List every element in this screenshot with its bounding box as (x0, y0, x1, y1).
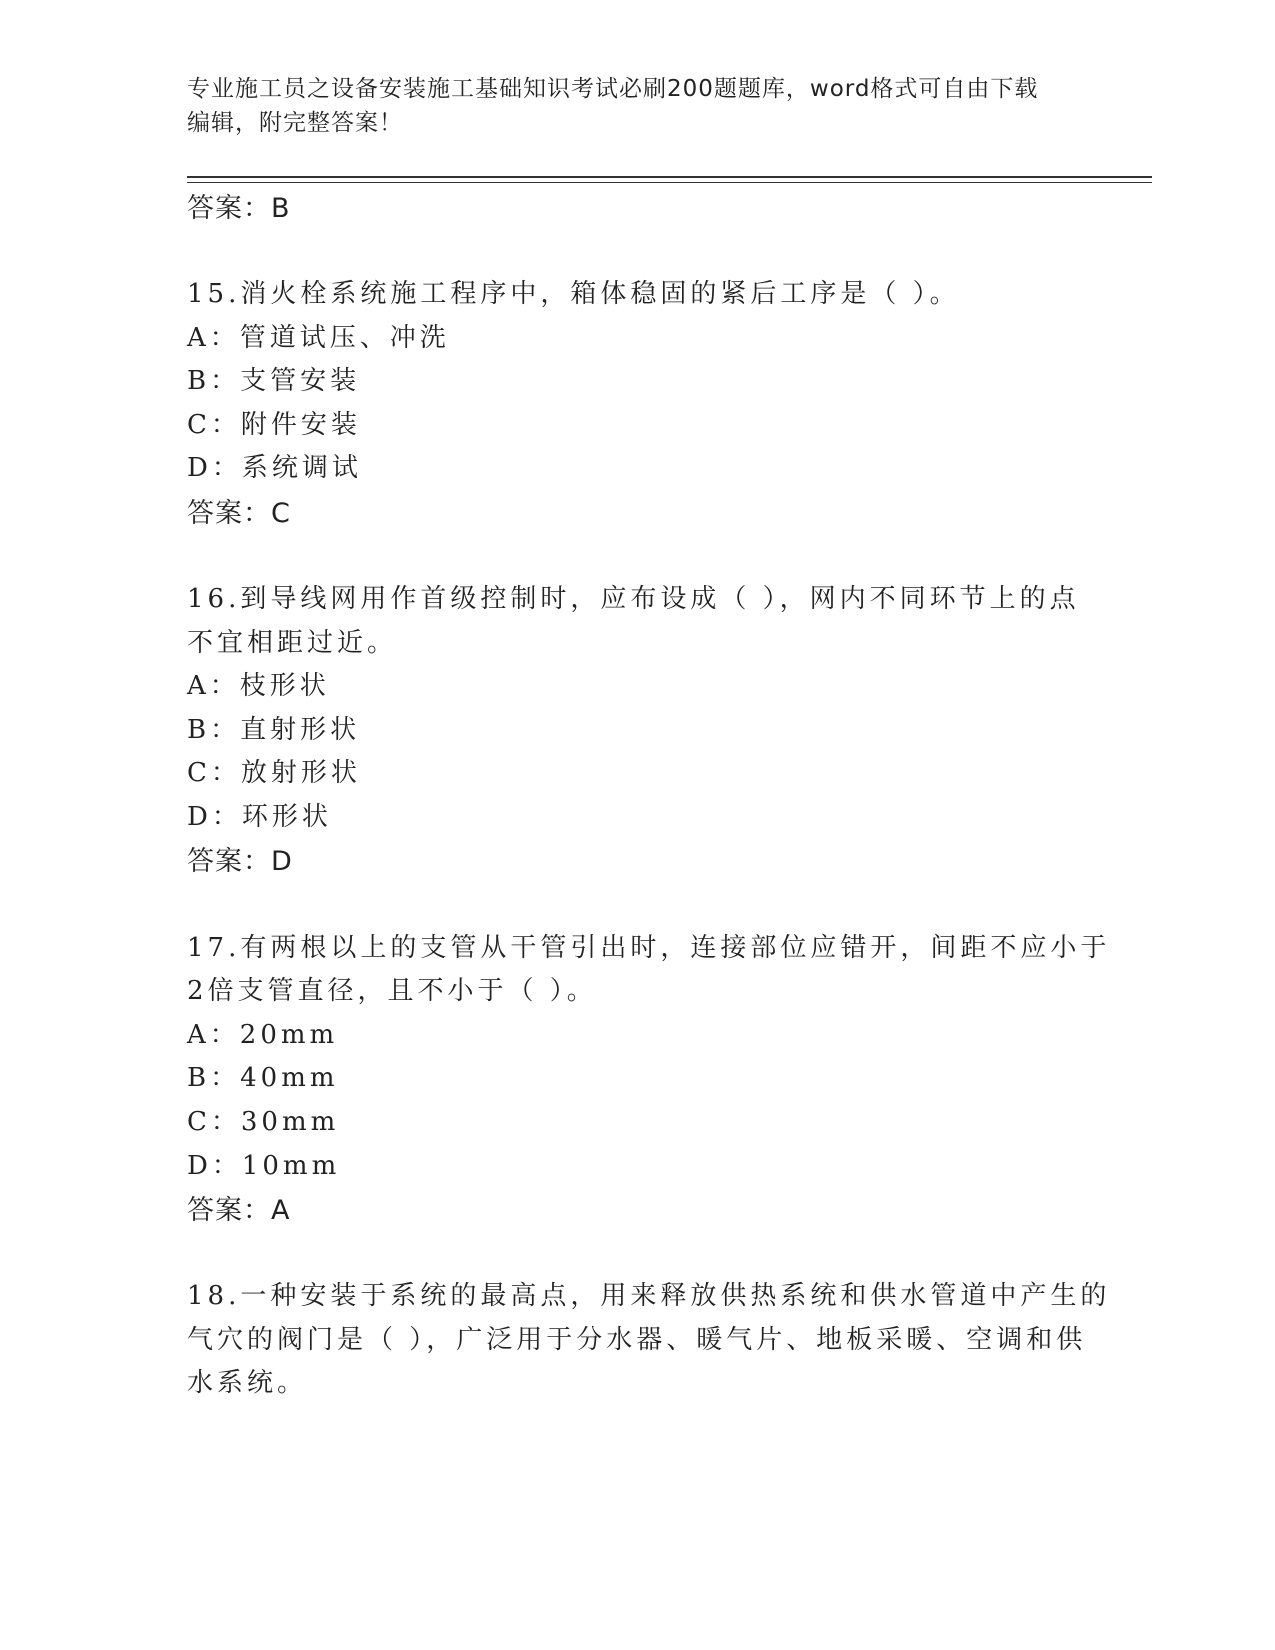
question-16-line-2: 不宜相距过近。 (187, 628, 398, 658)
q16-option-c: C：放射形状 (187, 758, 361, 788)
header-line-2: 编辑，附完整答案！ (187, 110, 403, 136)
question-18-line-1: 18.一种安装于系统的最高点，用来释放供热系统和供水管道中产生的 (187, 1281, 1111, 1311)
document-header (187, 72, 1067, 140)
header-line-1: 专业施工员之设备安装施工基础知识考试必刷200题题库，word格式可自由下载 (187, 76, 1039, 102)
q15-answer: 答案：C (187, 498, 291, 529)
previous-answer: 答案：B (187, 193, 291, 224)
q15-option-d: D：系统调试 (187, 453, 362, 483)
q16-answer: 答案：D (187, 846, 293, 877)
header-rule-thin (187, 182, 1152, 183)
q16-option-a: A：枝形状 (187, 671, 330, 701)
question-18-line-3: 水系统。 (187, 1368, 308, 1398)
q15-option-c: C：附件安装 (187, 410, 361, 440)
q17-option-a: A：20mm (187, 1020, 339, 1050)
header-rule-thick (187, 176, 1152, 178)
question-18-line-2: 气穴的阀门是（ ），广泛用于分水器、暖气片、地板采暖、空调和供 (187, 1325, 1087, 1355)
question-17-line-2: 2倍支管直径，且不小于（ ）。 (187, 976, 597, 1006)
q17-option-d: D：10mm (187, 1151, 341, 1181)
q15-option-a: A：管道试压、冲洗 (187, 323, 450, 353)
question-17-line-1: 17.有两根以上的支管从干管引出时，连接部位应错开，间距不应小于 (187, 933, 1111, 963)
question-16-line-1: 16.到导线网用作首级控制时，应布设成（ ），网内不同环节上的点 (187, 584, 1080, 614)
q15-option-b: B：支管安装 (187, 366, 361, 396)
q17-option-b: B：40mm (187, 1063, 339, 1093)
q17-answer: 答案：A (187, 1195, 291, 1226)
q17-option-c: C：30mm (187, 1107, 340, 1137)
q16-option-b: B：直射形状 (187, 715, 361, 745)
question-15: 15.消火栓系统施工程序中，箱体稳固的紧后工序是（ ）。 (187, 279, 960, 309)
q16-option-d: D：环形状 (187, 802, 332, 832)
